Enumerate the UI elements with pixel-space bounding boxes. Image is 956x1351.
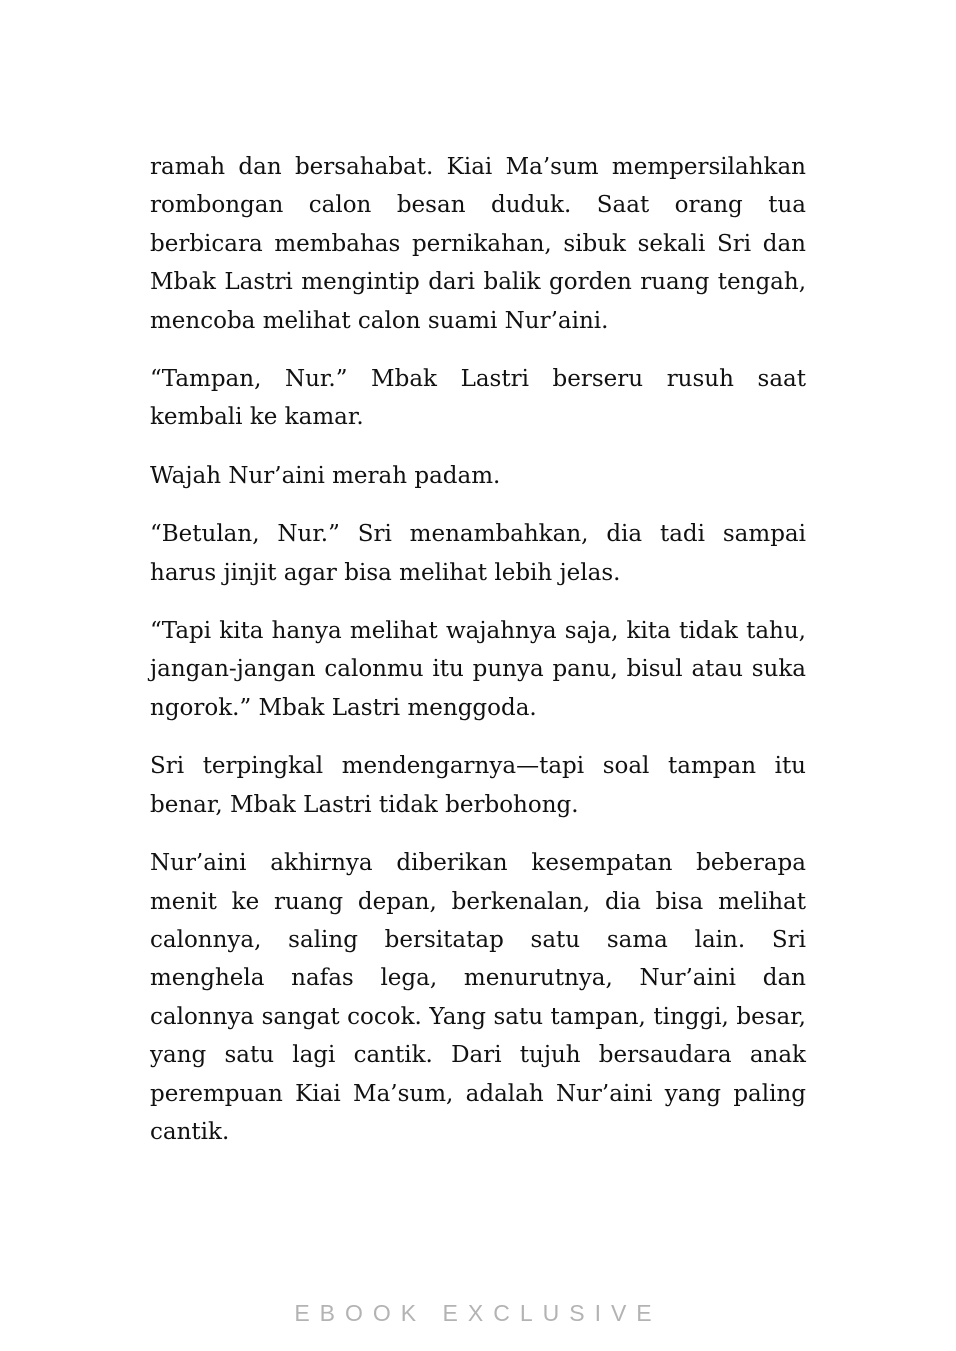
paragraph-7: Nur’aini akhirnya diberikan kesempatan beberapa menit ke ruang depan, berkenalan, dia bisa melihat calonnya, saling bersitatap satu sama lain. Sri menghela nafas lega, menurutnya, Nur’aini dan calonnya sangat cocok. Yang satu tampan, tinggi, besar, yang satu lagi cantik. Dari tujuh bersaudara anak perempuan Kiai Ma’sum, adalah Nur’aini yang paling cantik.: [150, 850, 806, 1145]
page-body-text: [150, 148, 806, 1171]
paragraph-6: Sri terpingkal mendengarnya—tapi soal tampan itu benar, Mbak Lastri tidak berbohong.: [150, 753, 806, 818]
paragraph-3: Wajah Nur’aini merah padam.: [150, 462, 501, 489]
paragraph-5: “Tapi kita hanya melihat wajahnya saja, kita tidak tahu, jangan-jangan calonmu itu punya panu, bisul atau suka ngorok.” Mbak Lastri menggoda.: [150, 618, 806, 721]
paragraph-4: “Betulan, Nur.” Sri menambahkan, dia tadi sampai harus jinjit agar bisa melihat lebih jelas.: [150, 521, 806, 586]
page-footer-label: EBOOK EXCLUSIVE: [294, 1300, 662, 1326]
paragraph-2: “Tampan, Nur.” Mbak Lastri berseru rusuh saat kembali ke kamar.: [150, 366, 806, 431]
paragraph-1: ramah dan bersahabat. Kiai Ma’sum mempersilahkan rombongan calon besan duduk. Saat orang tua berbicara membahas pernikahan, sibuk sekali Sri dan Mbak Lastri mengintip dari balik gorden ruang tengah, mencoba melihat calon suami Nur’aini.: [150, 154, 806, 334]
